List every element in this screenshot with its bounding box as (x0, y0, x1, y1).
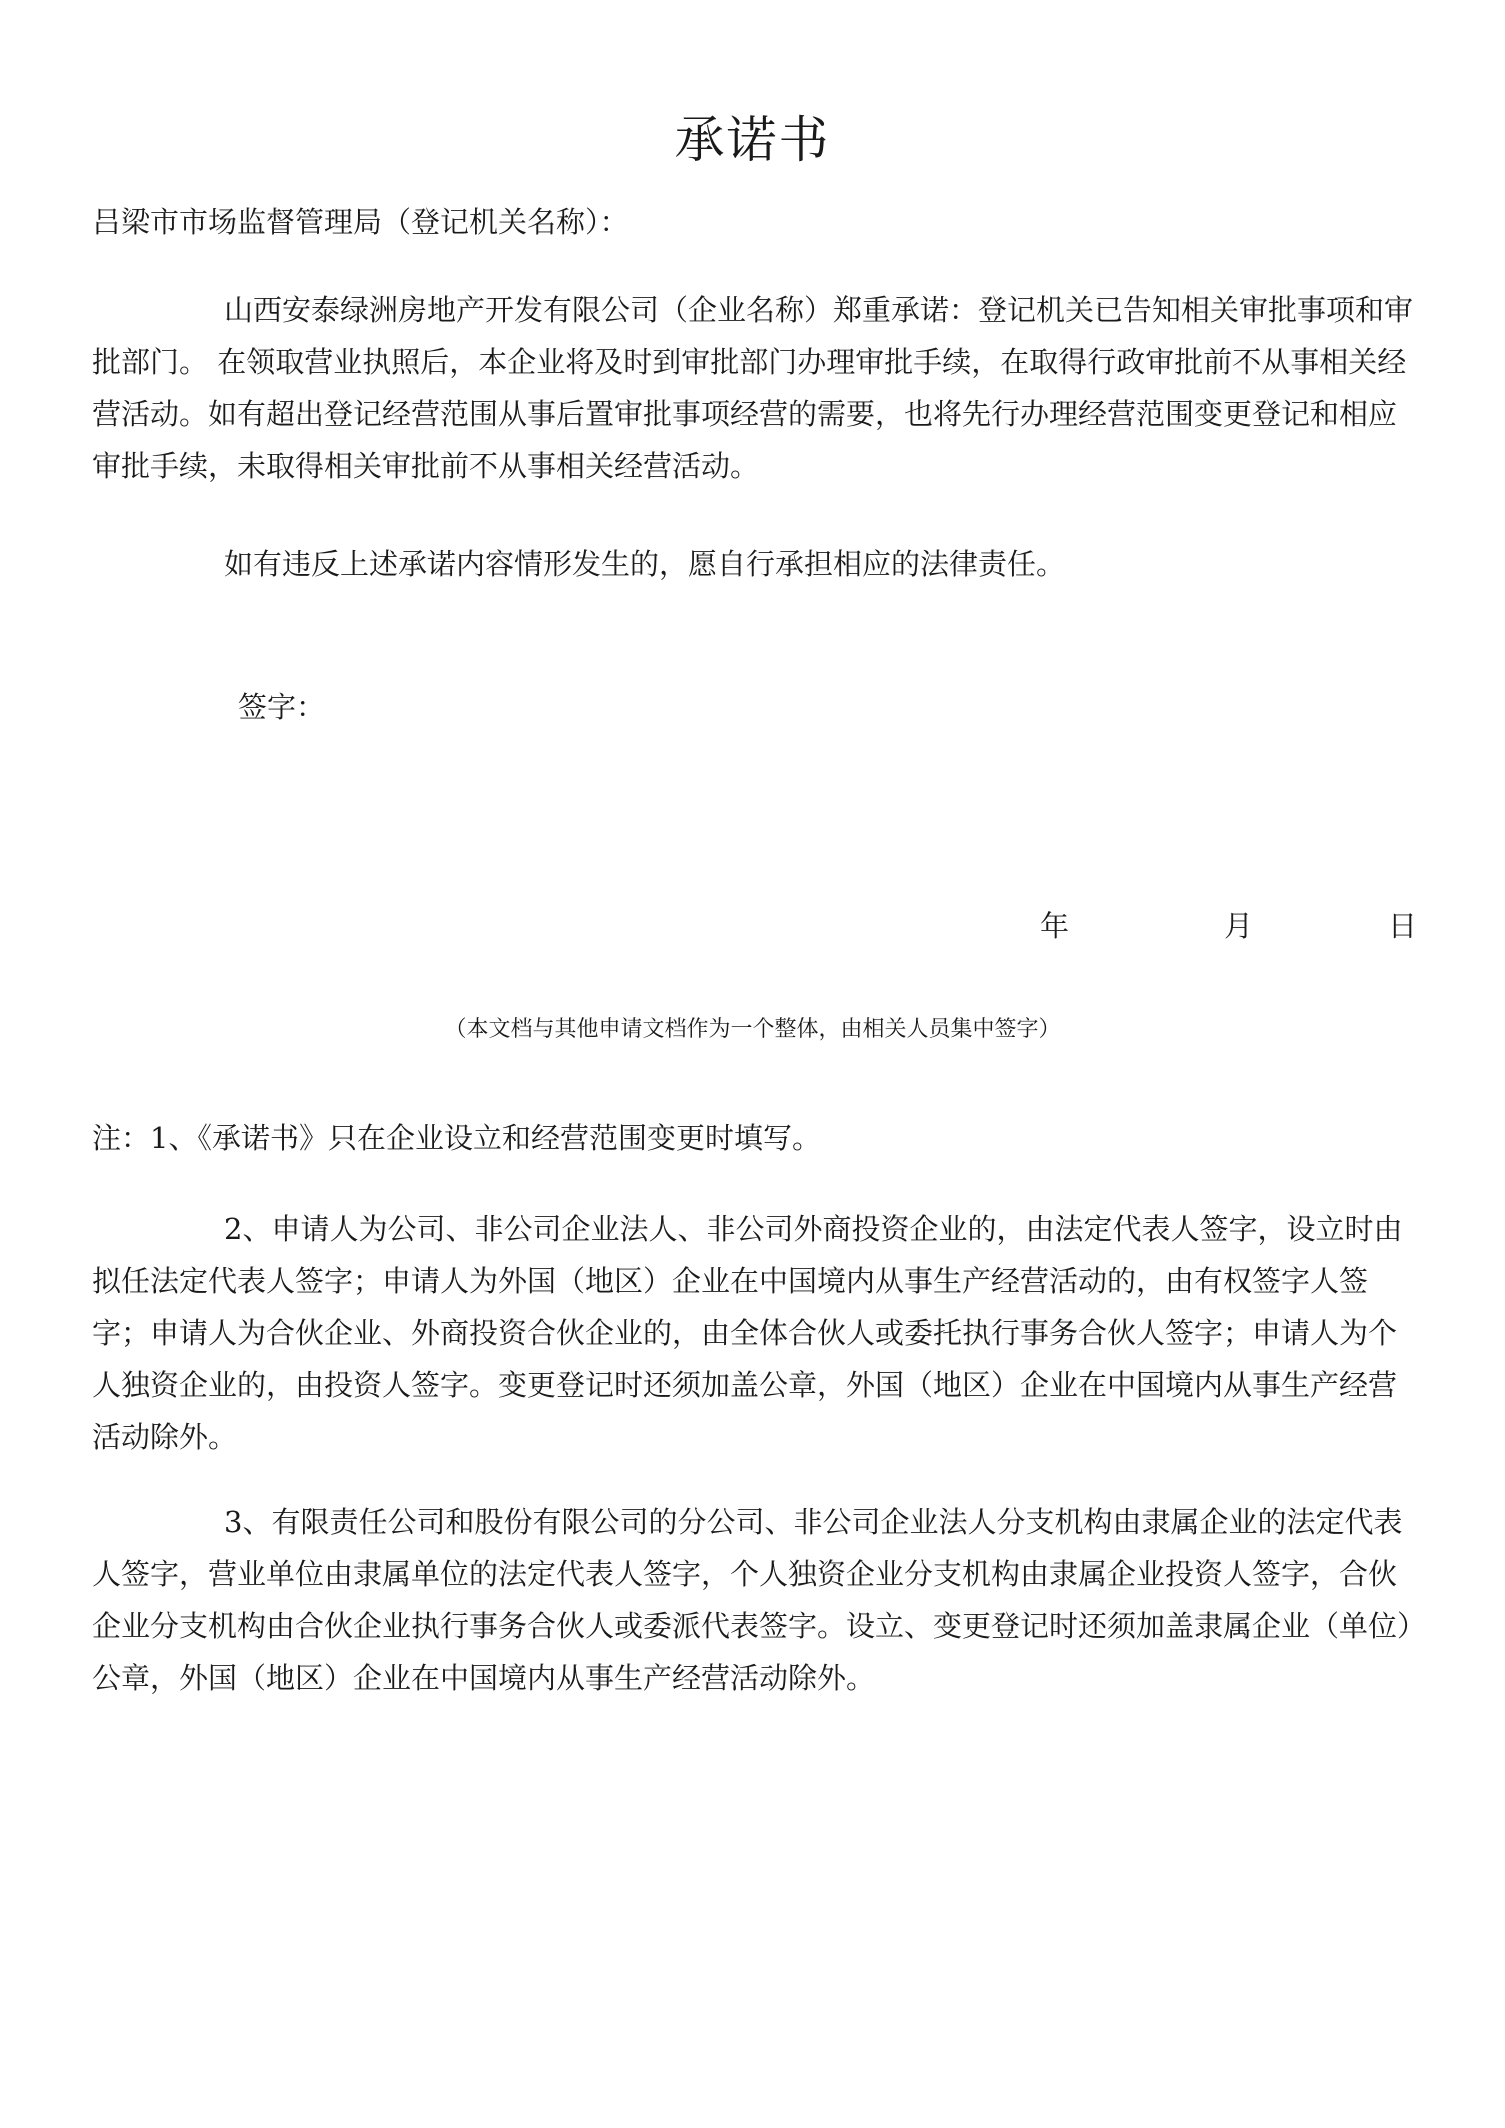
note-item: 3、有限责任公司和股份有限公司的分公司、非公司企业法人分支机构由隶属企业的法定代表人签字，营业单位由隶属单位的法定代表人签字，个人独资企业分支机构由隶属企业投资人签字，合伙企业分支机构由合伙企业执行事务合伙人或委派代表签字。设立、变更登记时还须加盖隶属企业（单位）公章，外国（地区）企业在中国境内从事生产经营活动除外。 (92, 1505, 1412, 1695)
date-year-label: 年 (1040, 909, 1070, 943)
addressee: 吕梁市市场监督管理局（登记机关名称）： (92, 205, 629, 239)
note-item: 注：1、《承诺书》只在企业设立和经营范围变更时填写。 (92, 1121, 821, 1155)
signature-label: 签字： (238, 690, 326, 724)
signing-footnote: （本文档与其他申请文档作为一个整体，由相关人员集中签字） (444, 1017, 1061, 1042)
document-title: 承诺书 (674, 111, 831, 169)
date-month-label: 月 (1224, 909, 1254, 943)
commitment-paragraph: 山西安泰绿洲房地产开发有限公司（企业名称）郑重承诺：登记机关已告知相关审批事项和审批部门。 在领取营业执照后，本企业将及时到审批部门办理审批手续，在取得行政审批前不从事相关经营活动。如有超出登记经营范围从事后置审批事项经营的需要，也将先行办理经营范围变更登记和相应审批手续，未取得相关审批前不从事相关经营活动。 (92, 293, 1414, 483)
date-day-label: 日 (1388, 909, 1418, 943)
note-item: 2、申请人为公司、非公司企业法人、非公司外商投资企业的，由法定代表人签字，设立时由拟任法定代表人签字；申请人为外国（地区）企业在中国境内从事生产经营活动的，由有权签字人签字；申请人为合伙企业、外商投资合伙企业的，由全体合伙人或委托执行事务合伙人签字；申请人为个人独资企业的，由投资人签字。变更登记时还须加盖公章，外国（地区）企业在中国境内从事生产经营活动除外。 (92, 1212, 1403, 1454)
liability-paragraph: 如有违反上述承诺内容情形发生的，愿自行承担相应的法律责任。 (224, 547, 1066, 581)
